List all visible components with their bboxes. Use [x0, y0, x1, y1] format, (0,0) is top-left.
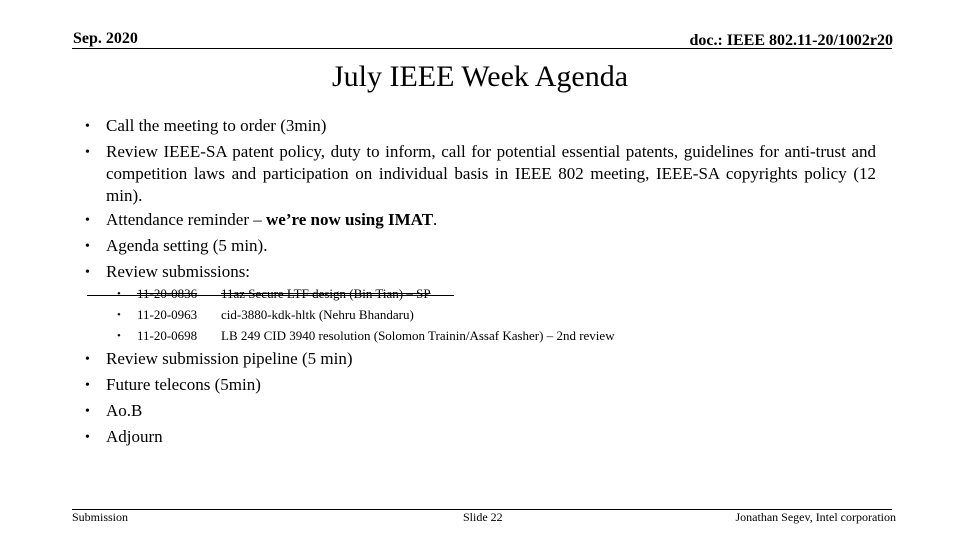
agenda-item-telecons: Future telecons (5min): [106, 375, 261, 394]
agenda-item-attendance: [106, 209, 437, 231]
attendance-suffix: .: [433, 210, 438, 229]
sub-bullet: •: [117, 309, 121, 321]
header-doc-id: doc.: IEEE 802.11-20/1002r20: [689, 32, 893, 49]
bullet: •: [85, 352, 90, 367]
bullet: •: [85, 404, 90, 419]
agenda-item-pipeline: Review submission pipeline (5 min): [106, 349, 353, 368]
agenda-item-adjourn: Adjourn: [106, 427, 163, 446]
footer-author: Jonathan Segev, Intel corporation: [735, 510, 896, 524]
attendance-imat-note: we’re now using IMAT: [266, 210, 434, 229]
bullet: •: [85, 119, 90, 134]
bullet: •: [85, 239, 90, 254]
bullet: •: [85, 430, 90, 445]
agenda-item-aob: Ao.B: [106, 401, 143, 420]
submission-desc: LB 249 CID 3940 resolution (Solomon Trainin/Assaf Kasher) – 2nd review: [221, 328, 615, 343]
submission-id: 11-20-0836: [137, 286, 198, 301]
agenda-item-review-submissions: Review submissions:: [106, 262, 251, 281]
bullet: •: [85, 265, 90, 280]
bullet: •: [85, 378, 90, 393]
header-date: Sep. 2020: [73, 30, 138, 47]
bullet: •: [85, 213, 90, 228]
submission-id: 11-20-0963: [137, 307, 198, 322]
submission-id: 11-20-0698: [137, 328, 198, 343]
agenda-item-call-to-order: Call the meeting to order (3min): [106, 116, 327, 135]
agenda-item-patent-policy: Review IEEE-SA patent policy, duty to inform, call for potential essential patents, guidelines for anti-trust and competition laws and participation on individual basis in IEEE 802 meeting, IEEE-SA copyrights policy (12 min).: [106, 142, 876, 205]
sub-bullet: •: [117, 330, 121, 342]
header-divider: [72, 48, 892, 49]
footer-slide-number: Slide 22: [463, 510, 503, 524]
slide-title: July IEEE Week Agenda: [331, 60, 629, 93]
footer-submission: Submission: [72, 510, 129, 524]
bullet: •: [85, 145, 90, 160]
sub-bullet: •: [117, 288, 121, 300]
submission-desc: 11az Secure LTF design (Bin Tian) – SP: [221, 286, 431, 301]
agenda-item-agenda-setting: Agenda setting (5 min).: [106, 236, 268, 255]
submission-desc: cid-3880-kdk-hltk (Nehru Bhandaru): [221, 307, 414, 322]
attendance-prefix: Attendance reminder –: [106, 210, 267, 229]
